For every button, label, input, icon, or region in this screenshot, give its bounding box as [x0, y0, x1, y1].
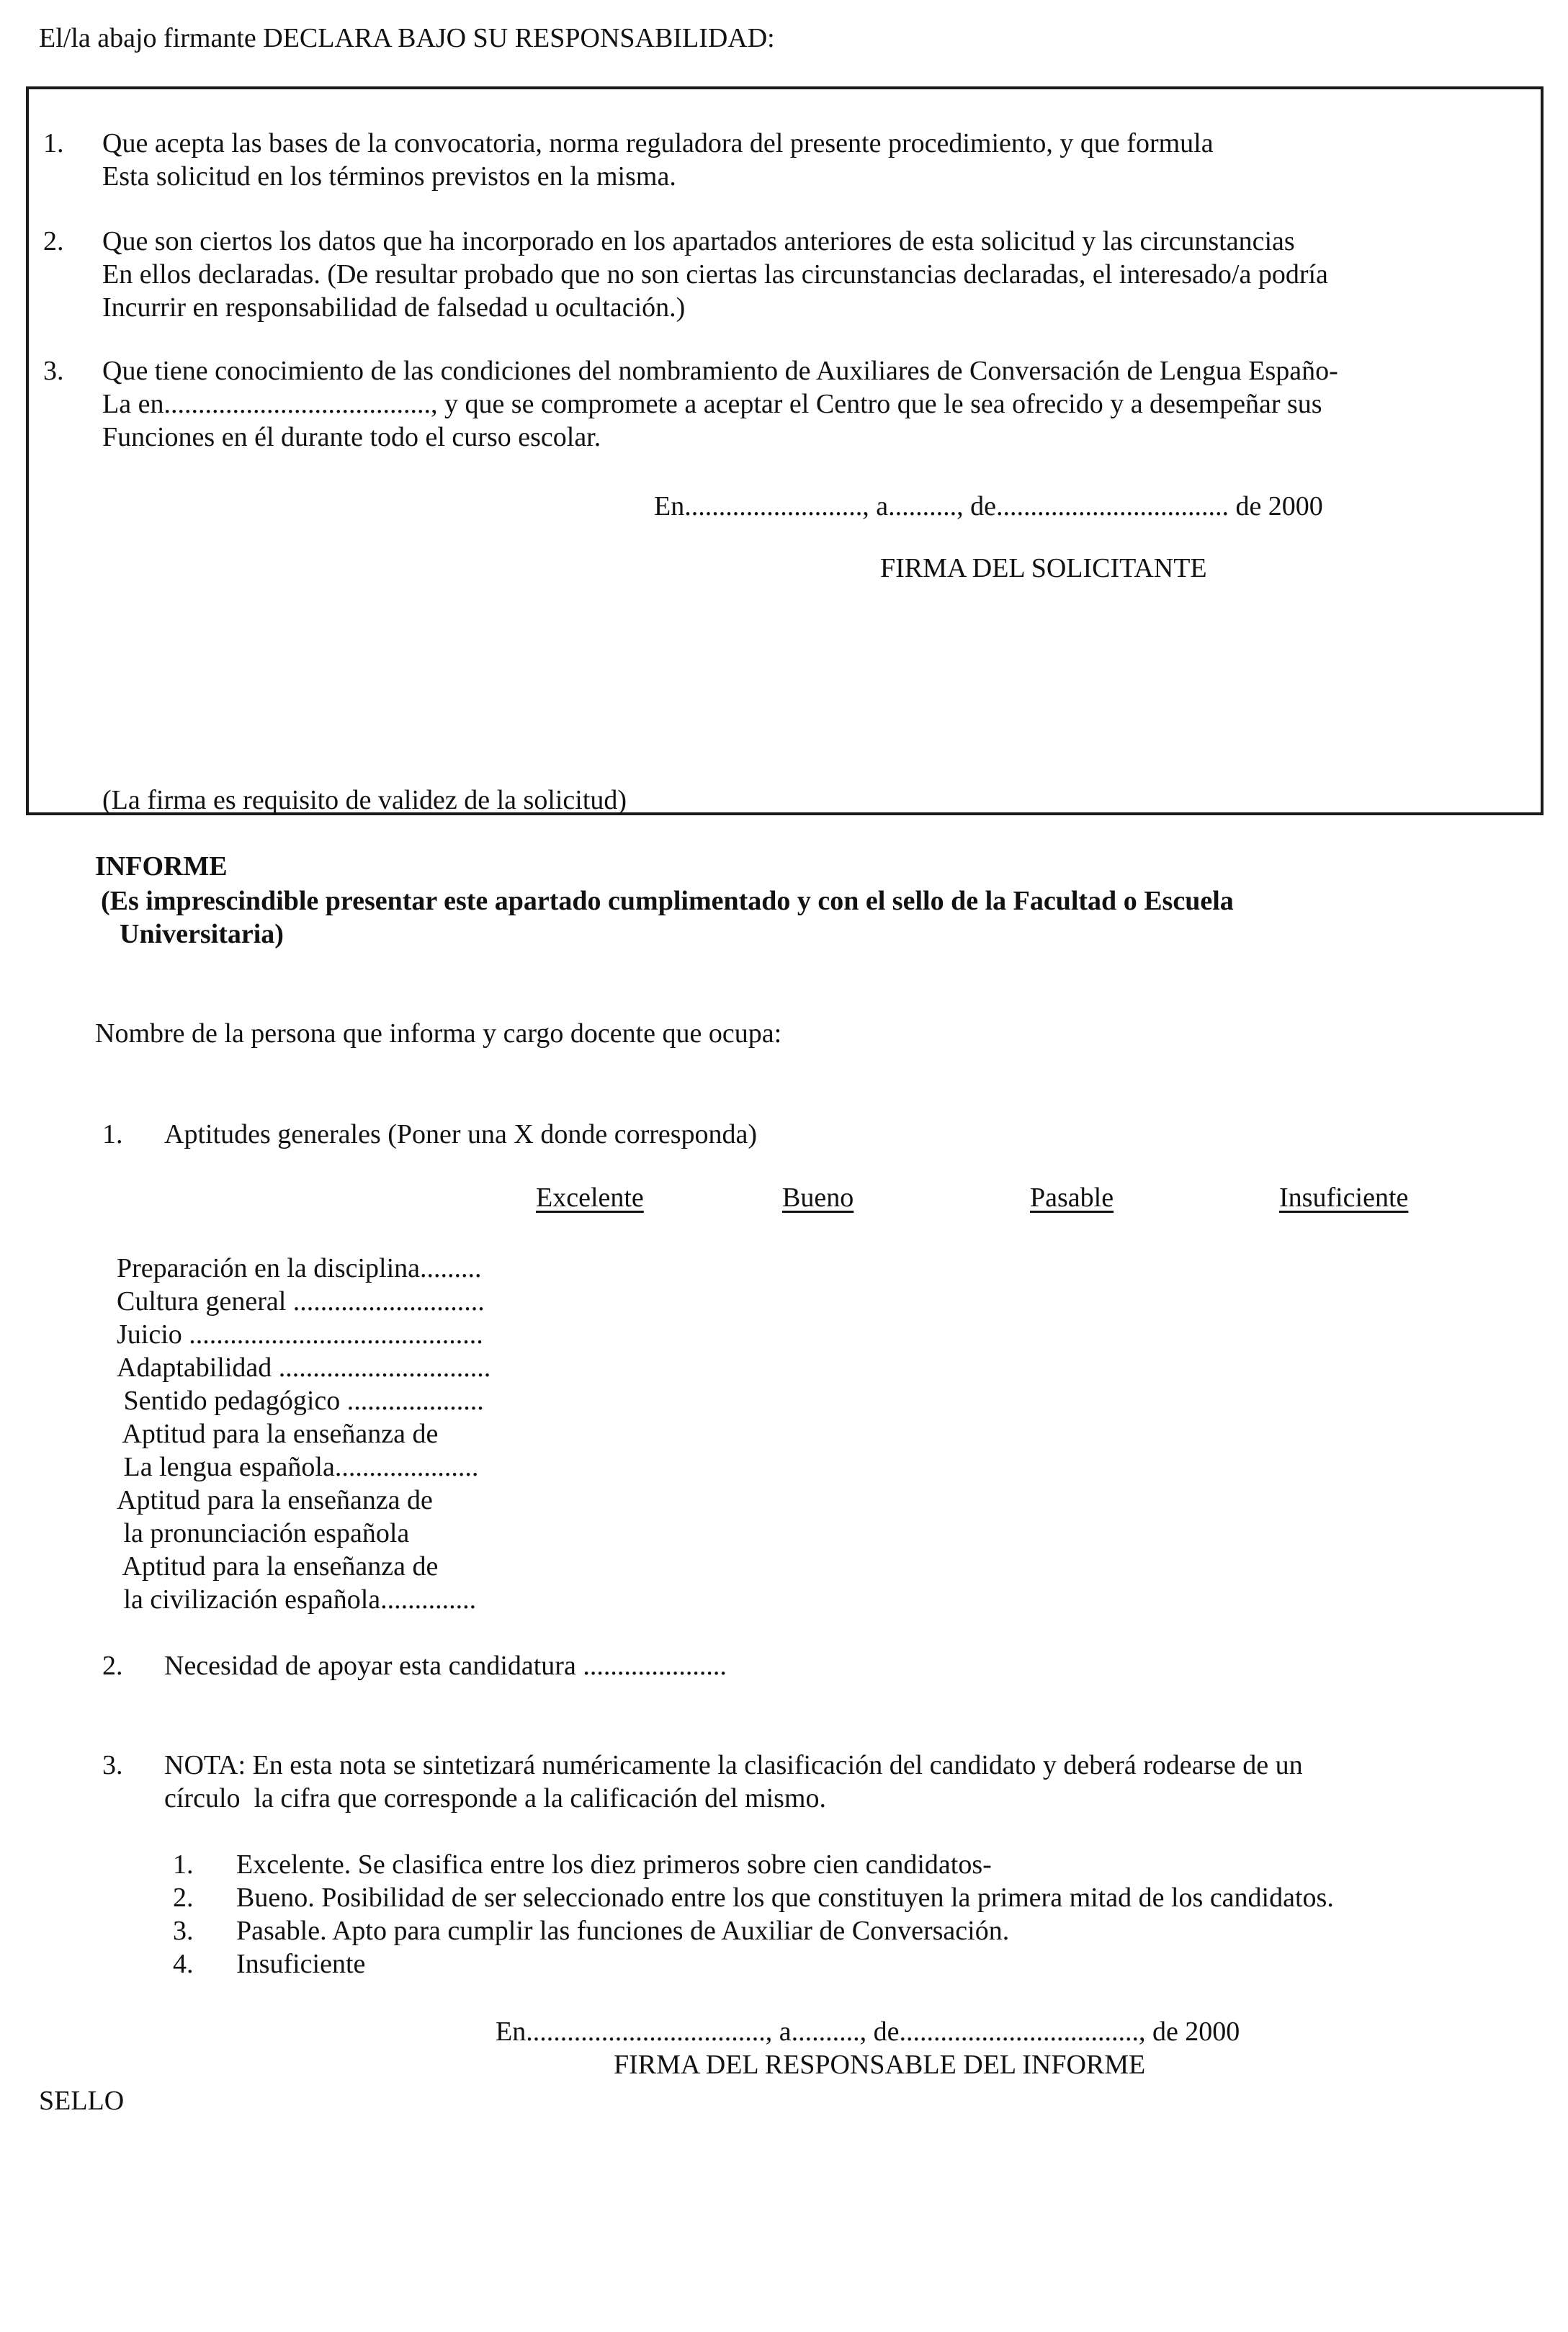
declaration-item-number: 3.	[43, 356, 64, 386]
section2-label: Necesidad de apoyar esta candidatura .....................	[164, 1651, 727, 1681]
declaration-item-number: 2.	[43, 226, 64, 256]
column-header-excelente: Excelente	[536, 1183, 644, 1213]
section3-number: 3.	[102, 1750, 123, 1780]
report-signature-label: FIRMA DEL RESPONSABLE DEL INFORME	[614, 2050, 1146, 2080]
declaration-box	[26, 86, 1544, 815]
aptitude-row: Sentido pedagógico ....................	[117, 1386, 484, 1416]
section1-number: 1.	[102, 1119, 123, 1149]
report-date-line: En..................................., a.........., de..................................., de 2000	[496, 2017, 1240, 2047]
aptitude-row: La lengua española.....................	[117, 1452, 479, 1482]
informe-title: INFORME	[95, 851, 228, 882]
informant-label: Nombre de la persona que informa y cargo docente que ocupa:	[95, 1018, 782, 1049]
declaration-item-line: Incurrir en responsabilidad de falsedad u ocultación.)	[102, 292, 686, 323]
applicant-signature-label: FIRMA DEL SOLICITANTE	[880, 553, 1207, 583]
aptitude-row: Juicio ...........................................	[117, 1319, 483, 1350]
grade-number: 2.	[173, 1883, 194, 1913]
section3-line: NOTA: En esta nota se sintetizará numéricamente la clasificación del candidato y deberá rodearse de un	[164, 1750, 1303, 1780]
applicant-date-line: En.........................., a.........., de.................................. de 2000	[654, 491, 1323, 521]
grade-text: Excelente. Se clasifica entre los diez primeros sobre cien candidatos-	[236, 1849, 992, 1880]
declaration-item-line: Que tiene conocimiento de las condiciones del nombramiento de Auxiliares de Conversación de Lengua Españo-	[102, 356, 1338, 386]
column-header-insuficiente: Insuficiente	[1279, 1183, 1409, 1213]
grade-text: Pasable. Apto para cumplir las funciones de Auxiliar de Conversación.	[236, 1916, 1010, 1946]
section2-number: 2.	[102, 1651, 123, 1681]
declaration-item-line: Que acepta las bases de la convocatoria, norma reguladora del presente procedimiento, y que formula	[102, 128, 1214, 158]
grade-text: Insuficiente	[236, 1949, 366, 1979]
signature-validity-note: (La firma es requisito de validez de la solicitud)	[102, 785, 627, 815]
aptitude-row: Cultura general ............................	[117, 1286, 485, 1317]
aptitude-row: Aptitud para la enseñanza de	[117, 1485, 433, 1515]
informe-subtitle-line: (Es imprescindible presentar este apartado cumplimentado y con el sello de la Facultad o Escuela	[101, 886, 1234, 916]
column-header-bueno: Bueno	[782, 1183, 854, 1213]
declaration-item-line: Funciones en él durante todo el curso escolar.	[102, 422, 601, 452]
declaration-heading: El/la abajo firmante DECLARA BAJO SU RESPONSABILIDAD:	[39, 23, 775, 53]
stamp-label: SELLO	[39, 2086, 125, 2116]
section1-label: Aptitudes generales (Poner una X donde corresponda)	[164, 1119, 758, 1149]
aptitude-row: la pronunciación española	[117, 1518, 410, 1548]
declaration-item-line: La en......................................., y que se compromete a aceptar el Centro que le sea ofrecido y a desempeñar sus	[102, 389, 1322, 419]
declaration-item-line: Esta solicitud en los términos previstos en la misma.	[102, 161, 676, 192]
aptitude-row: Preparación en la disciplina.........	[117, 1253, 482, 1283]
section3-line: círculo la cifra que corresponde a la calificación del mismo.	[164, 1783, 826, 1813]
grade-number: 4.	[173, 1949, 194, 1979]
aptitude-row: Adaptabilidad ...............................	[117, 1353, 491, 1383]
grade-number: 3.	[173, 1916, 194, 1946]
declaration-item-line: En ellos declaradas. (De resultar probado que no son ciertas las circunstancias declaradas, el interesado/a podría	[102, 259, 1328, 290]
grade-text: Bueno. Posibilidad de ser seleccionado entre los que constituyen la primera mitad de los candidatos.	[236, 1883, 1334, 1913]
declaration-item-number: 1.	[43, 128, 64, 158]
declaration-item-line: Que son ciertos los datos que ha incorporado en los apartados anteriores de esta solicitud y las circunstancias	[102, 226, 1295, 256]
aptitude-row: la civilización española..............	[117, 1584, 477, 1615]
aptitude-row: Aptitud para la enseñanza de	[117, 1419, 439, 1449]
column-header-pasable: Pasable	[1030, 1183, 1114, 1213]
grade-number: 1.	[173, 1849, 194, 1880]
informe-subtitle-line: Universitaria)	[120, 919, 284, 949]
aptitude-row: Aptitud para la enseñanza de	[117, 1551, 439, 1582]
